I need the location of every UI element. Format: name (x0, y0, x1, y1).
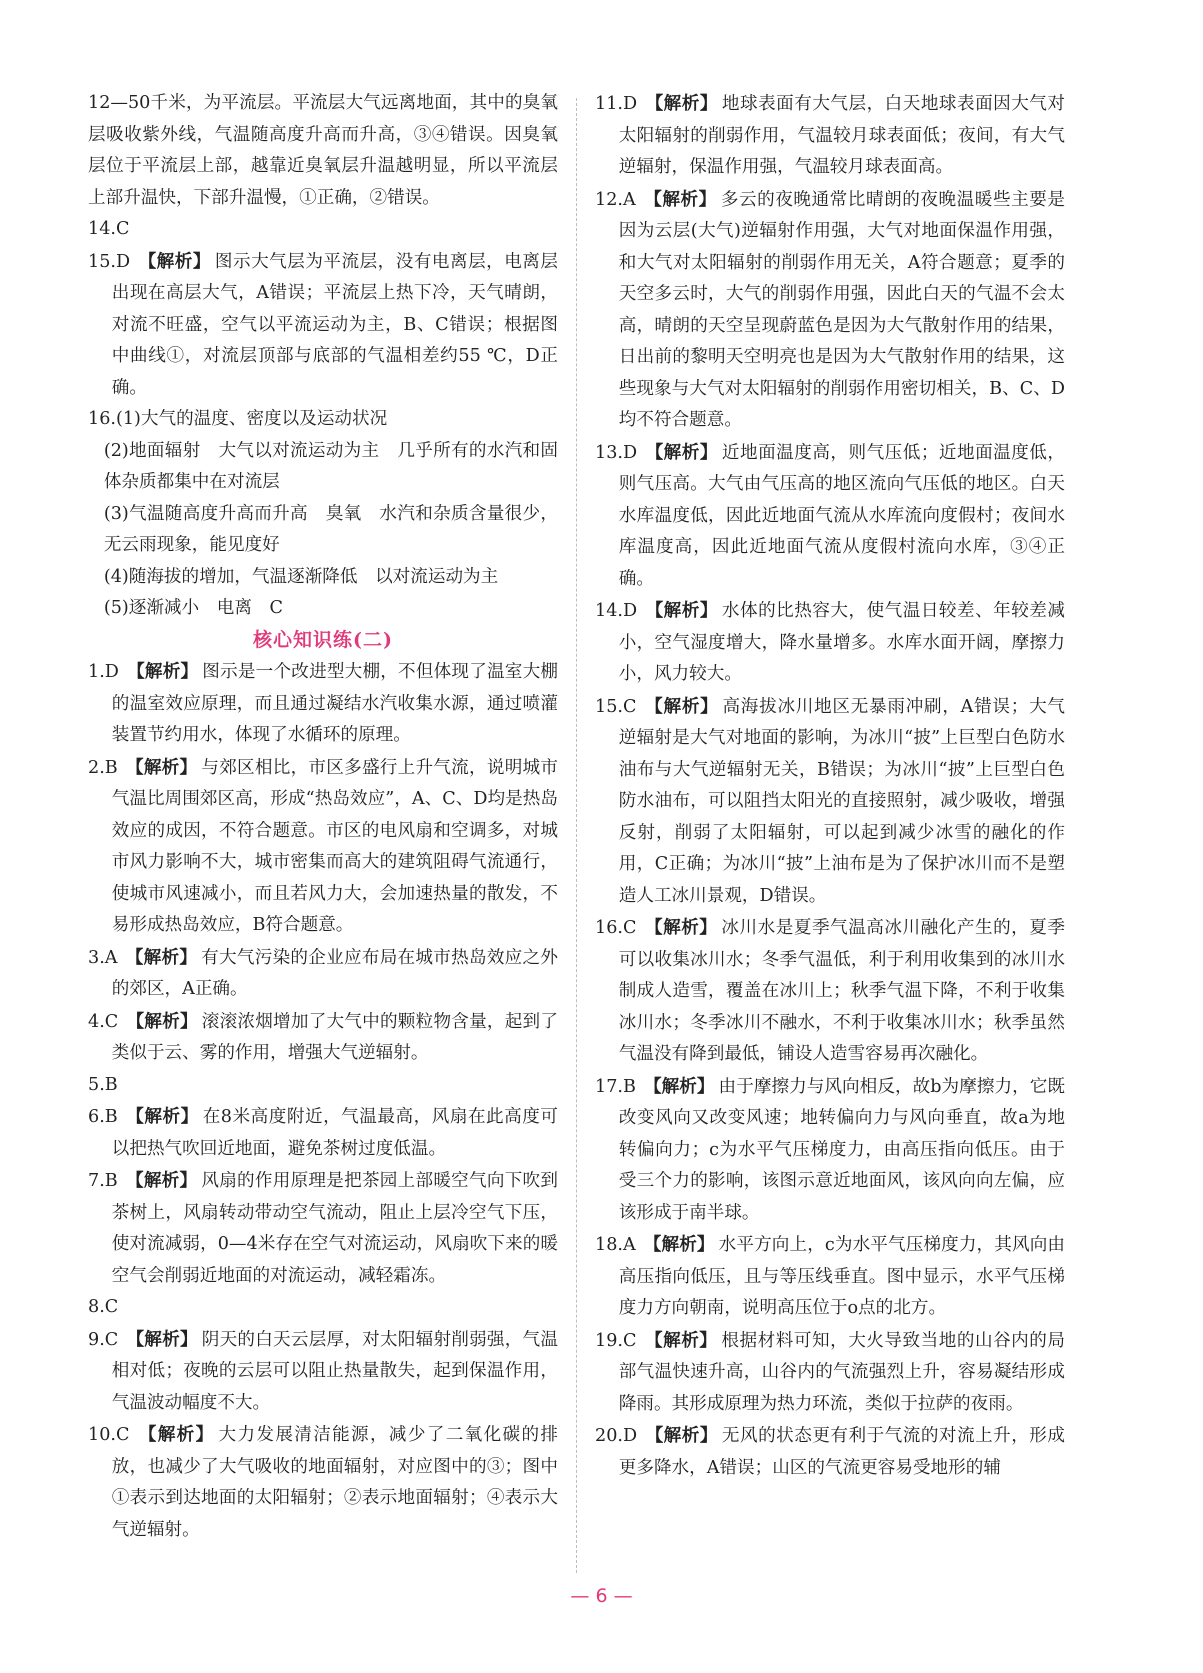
analysis-tag: 【解析】 (643, 1075, 715, 1097)
answer-9 (88, 1324, 558, 1420)
left-column (88, 88, 558, 1546)
answer-20 (595, 1420, 1065, 1484)
answer-18 (595, 1229, 1065, 1325)
analysis-tag: 【解析】 (125, 1170, 198, 1191)
answer-19 (595, 1325, 1065, 1421)
right-column (595, 88, 1065, 1484)
answer-16-part-2: (2)地面辐射 大气以对流运动为主 几乎所有的水汽和固体杂质都集中在对流层 (103, 440, 558, 492)
answer-number: 13.D (595, 442, 638, 463)
answer-text: 风扇的作用原理是把茶园上部暖空气向下吹到茶树上，风扇转动带动空气流动，阻止上层冷空气下压，使对流减弱，0—4米存在空气对流运动，风扇吹下来的暖空气会削弱近地面的对流运动，减轻霜冻。 (111, 1171, 558, 1286)
answer-text: 无风的状态更有利于气流的对流上升，形成更多降水，A错误；山区的气流更容易受地形的辅 (618, 1426, 1065, 1478)
answer-13 (595, 437, 1065, 596)
answer-number: 2.B (88, 757, 118, 778)
answer-number: 15.C (595, 696, 637, 717)
answer-14-right (595, 595, 1065, 691)
answer-number: 4.C (88, 1011, 119, 1032)
analysis-tag: 【解析】 (645, 441, 718, 463)
analysis-tag: 【解析】 (138, 250, 211, 272)
answer-text: 图示大气层为平流层，没有电离层，电离层出现在高层大气，A错误；平流层上热下冷，天气晴朗，对流不旺盛，空气以平流运动为主，B、C错误；根据图中曲线①，对流层顶部与底部的气温相差约55 ℃，D正确。 (111, 251, 558, 398)
analysis-tag: 【解析】 (645, 1425, 718, 1446)
column-divider (576, 98, 577, 1573)
answer-text: 在8米高度附近，气温最高，风扇在此高度可以把热气吹回近地面，避免茶树过度低温。 (111, 1107, 558, 1159)
analysis-tag: 【解析】 (643, 188, 717, 210)
analysis-tag: 【解析】 (126, 1328, 198, 1350)
answer-text: 大力发展清洁能源，减少了二氧化碳的排放，也减少了大气吸收的地面辐射，对应图中的③；图中①表示到达地面的太阳辐射；②表示地面辐射；④表示大气逆辐射。 (111, 1425, 558, 1540)
analysis-tag: 【解析】 (645, 93, 718, 114)
answer-text: 水平方向上，c为水平气压梯度力，其风向由高压指向低压，且与等压线垂直。图中显示，水平气压梯度力方向朝南，说明高压位于o点的北方。 (618, 1235, 1065, 1318)
answer-6 (88, 1101, 558, 1165)
answer-15-right (595, 691, 1065, 913)
analysis-tag: 【解析】 (125, 1106, 199, 1127)
answer-number: 17.B (595, 1076, 636, 1097)
analysis-tag: 【解析】 (126, 1010, 198, 1032)
answer-number: 6.B (88, 1107, 118, 1127)
answer-number: 15.D (88, 251, 131, 272)
answer-14: 14.C (88, 219, 130, 239)
analysis-tag: 【解析】 (125, 946, 198, 968)
answer-number: 11.D (595, 94, 638, 114)
answer-text: 图示是一个改进型大棚，不但体现了温室大棚的温室效应原理，而且通过凝结水汽收集水源，通过喷灌装置节约用水，体现了水循环的原理。 (111, 662, 558, 745)
analysis-tag: 【解析】 (643, 1234, 715, 1255)
answer-16-part-5: (5)逐渐减小 电离 C (103, 598, 283, 618)
answer-5: 5.B (88, 1074, 118, 1095)
analysis-tag: 【解析】 (125, 756, 198, 778)
answer-number: 3.A (88, 947, 118, 968)
analysis-tag: 【解析】 (644, 917, 718, 938)
answer-8: 8.C (88, 1297, 119, 1317)
answer-16-part-4: (4)随海拔的增加，气温逐渐降低 以对流运动为主 (103, 566, 499, 587)
answer-12 (595, 184, 1065, 437)
answer-text: 阴天的白天云层厚，对太阳辐射削弱强，气温相对低；夜晚的云层可以阻止热量散失，起到保温作用，气温波动幅度不大。 (111, 1329, 558, 1413)
answer-number: 18.A (595, 1235, 636, 1255)
answer-text: 与郊区相比，市区多盛行上升气流，说明城市气温比周围郊区高，形成“热岛效应”，A、C、D均是热岛效应的成因，不符合题意。市区的电风扇和空调多，对城市风力影响不大，城市密集而高大的建筑阻碍气流通行，使城市风速减小，而且若风力大，会加速热量的散发，不易形成热岛效应，B符合题意。 (111, 757, 558, 935)
section-title: 核心知识练(二) (253, 628, 393, 651)
analysis-tag: 【解析】 (644, 695, 719, 717)
answer-text: 根据材料可知，大火导致当地的山谷内的局部气温快速升高，山谷内的气流强烈上升，容易凝结形成降雨。其形成原理为热力环流，类似于拉萨的夜雨。 (618, 1330, 1065, 1414)
answer-16-part-1: 16.(1)大气的温度、密度以及运动状况 (88, 409, 388, 429)
analysis-tag: 【解析】 (645, 600, 718, 621)
answer-3 (88, 942, 558, 1006)
answer-number: 12.A (595, 189, 636, 210)
answer-text: 滚滚浓烟增加了大气中的颗粒物含量，起到了类似于云、雾的作用，增强大气逆辐射。 (111, 1011, 558, 1063)
answer-16-part-3: (3)气温随高度升高而升高 臭氧 水汽和杂质含量很少，无云雨现象，能见度好 (103, 503, 558, 555)
answer-text: 由于摩擦力与风向相反，故b为摩擦力，它既改变风向又改变风速；地转偏向力与风向垂直，故a为地转偏向力；c为水平气压梯度力，由高压指向低压。由于受三个力的影响，该图示意近地面风，该风向向左偏，应该形成于南半球。 (618, 1076, 1065, 1223)
answer-text: 多云的夜晚通常比晴朗的夜晚温暖些主要是因为云层(大气)逆辐射作用强，大气对地面保温作用强，和大气对太阳辐射的削弱作用无关，A符合题意；夏季的天空多云时，大气的削弱作用强，因此白天的气温不会太高，晴朗的天空呈现蔚蓝色是因为大气散射作用的结果，日出前的黎明天空明亮也是因为大气散射作用的结果，这些现象与大气对太阳辐射的削弱作用密切相关，B、C、D均不符合题意。 (618, 189, 1065, 430)
answer-number: 1.D (88, 662, 119, 682)
answer-number: 14.D (595, 601, 638, 621)
analysis-tag: 【解析】 (137, 1424, 215, 1445)
answer-4 (88, 1006, 558, 1070)
answer-text: 水体的比热容大，使气温日较差、年较差减小，空气湿度增大，降水量增多。水库水面开阔，摩擦力小，风力较大。 (618, 601, 1065, 684)
answer-text: 近地面温度高，则气压低；近地面温度低，则气压高。大气由气压高的地区流向气压低的地区。白天水库温度低，因此近地面气流从水库流向度假村；夜间水库温度高，因此近地面气流从度假村流向水库，③④正确。 (618, 442, 1065, 589)
answer-17 (595, 1071, 1065, 1230)
answer-1 (88, 656, 558, 752)
analysis-tag: 【解析】 (644, 1329, 718, 1351)
analysis-tag: 【解析】 (126, 661, 199, 682)
answer-number: 7.B (88, 1171, 118, 1191)
answer-number: 19.C (595, 1330, 637, 1351)
answer-15 (88, 246, 558, 405)
answer-text: 有大气污染的企业应布局在城市热岛效应之外的郊区，A正确。 (111, 947, 558, 999)
answer-number: 16.C (595, 918, 637, 938)
answer-number: 9.C (88, 1329, 119, 1350)
answer-text: 冰川水是夏季气温高冰川融化产生的，夏季可以收集冰川水；冬季气温低，利于利用收集到的冰川水制成人造雪，覆盖在冰川上；秋季气温下降，不利于收集冰川水；冬季冰川不融水，不利于收集冰川水；秋季虽然气温没有降到最低，铺设人造雪容易再次融化。 (618, 918, 1065, 1064)
answer-text: 高海拔冰川地区无暴雨冲刷，A错误；大气逆辐射是大气对地面的影响，为冰川“披”上巨型白色防水油布与大气逆辐射无关，B错误；为冰川“披”上巨型白色防水油布，可以阻挡太阳光的直接照射，减少吸收，增强反射，削弱了太阳辐射，可以起到减少冰雪的融化的作用，C正确；为冰川“披”上油布是为了保护冰川而不是塑造人工冰川景观，D错误。 (618, 696, 1065, 906)
answer-13-continued: 12—50千米，为平流层。平流层大气远离地面，其中的臭氧层吸收紫外线，气温随高度升高而升高，③④错误。因臭氧层位于平流层上部，越靠近臭氧层升温越明显，所以平流层上部升温快，下部升温慢，①正确，②错误。 (88, 93, 558, 208)
answer-number: 20.D (595, 1426, 638, 1446)
answer-text: 地球表面有大气层，白天地球表面因大气对太阳辐射的削弱作用，气温较月球表面低；夜间，有大气逆辐射，保温作用强，气温较月球表面高。 (618, 94, 1065, 177)
answer-11 (595, 88, 1065, 184)
answer-number: 10.C (88, 1425, 130, 1445)
answer-16-right (595, 912, 1065, 1071)
answer-2 (88, 752, 558, 942)
answer-10 (88, 1419, 558, 1546)
page-number: — 6 — (570, 1585, 633, 1607)
answer-7 (88, 1165, 558, 1292)
